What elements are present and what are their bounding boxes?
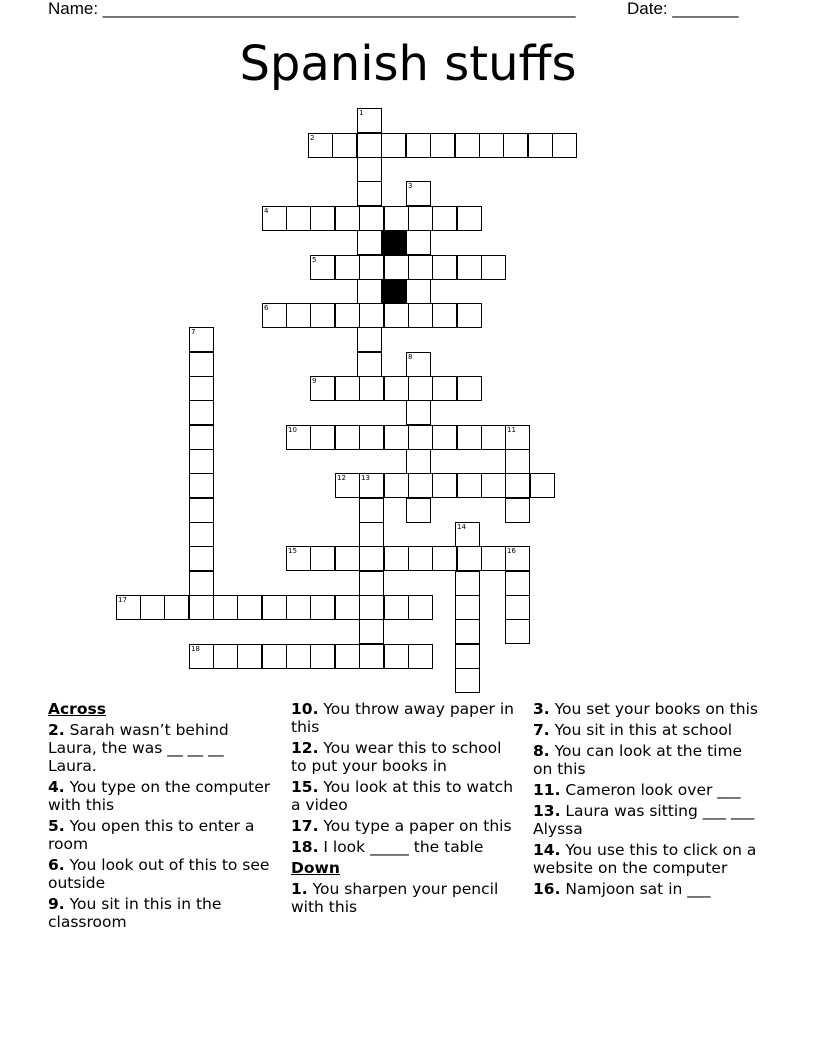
clue-item <box>533 802 761 838</box>
grid-cell[interactable] <box>310 546 335 571</box>
grid-cell[interactable] <box>310 595 335 620</box>
clue-item <box>48 778 273 814</box>
clue-number: 18. <box>291 838 319 856</box>
clue-number: 5 <box>312 256 317 264</box>
grid-cell[interactable] <box>332 133 357 158</box>
clue-text: You look at this to watch a video <box>291 778 514 814</box>
clue-number: 10 <box>288 426 297 434</box>
grid-cell[interactable] <box>384 595 409 620</box>
grid-cell[interactable] <box>310 376 335 401</box>
grid-cell[interactable] <box>406 400 431 425</box>
grid-cell[interactable] <box>308 133 333 158</box>
grid-cell[interactable] <box>335 473 360 498</box>
grid-cell[interactable] <box>359 546 384 571</box>
grid-cell[interactable] <box>408 546 433 571</box>
grid-cell[interactable] <box>406 181 431 206</box>
grid-cell[interactable] <box>189 376 214 401</box>
grid-cell[interactable] <box>357 133 382 158</box>
grid-cell[interactable] <box>359 425 384 450</box>
clue-number: 16 <box>507 547 516 555</box>
grid-cell[interactable] <box>213 644 238 669</box>
grid-cell[interactable] <box>189 522 214 547</box>
grid-cell[interactable] <box>384 644 409 669</box>
grid-cell[interactable] <box>335 546 360 571</box>
grid-cell[interactable] <box>432 303 457 328</box>
grid-cell[interactable] <box>189 571 214 596</box>
grid-cell[interactable] <box>286 595 311 620</box>
clue-number: 17 <box>118 596 127 604</box>
grid-cell[interactable] <box>406 133 431 158</box>
grid-cell[interactable] <box>455 571 480 596</box>
grid-cell[interactable] <box>359 473 384 498</box>
grid-cell[interactable] <box>408 595 433 620</box>
clue-column-3 <box>533 700 761 901</box>
clue-number: 4. <box>48 778 65 796</box>
clue-number: 16. <box>533 880 561 898</box>
grid-cell[interactable] <box>237 595 262 620</box>
grid-cell[interactable] <box>481 473 506 498</box>
clue-number: 8 <box>408 353 413 361</box>
grid-cell[interactable] <box>505 595 530 620</box>
grid-cell[interactable] <box>189 327 214 352</box>
clue-number: 7. <box>533 721 550 739</box>
clue-number: 11. <box>533 781 561 799</box>
grid-cell[interactable] <box>432 255 457 280</box>
clue-number: 3. <box>533 700 550 718</box>
clue-column-1 <box>48 700 273 934</box>
grid-cell[interactable] <box>406 498 431 523</box>
clue-text: Cameron look over ___ <box>560 781 741 799</box>
clue-text: You use this to click on a website on the computer <box>533 841 757 877</box>
grid-cell[interactable] <box>359 571 384 596</box>
grid-cell[interactable] <box>432 376 457 401</box>
clue-item <box>533 841 761 877</box>
clue-text: You can look at the time on this <box>533 742 743 778</box>
clue-number: 12 <box>337 474 346 482</box>
clue-number: 8. <box>533 742 550 760</box>
clue-text: You set your books on this <box>549 700 758 718</box>
grid-cell[interactable] <box>505 619 530 644</box>
clue-item <box>533 880 761 898</box>
grid-cell[interactable] <box>310 255 335 280</box>
clue-item <box>48 721 273 775</box>
grid-cell[interactable] <box>505 473 530 498</box>
grid-cell[interactable] <box>359 303 384 328</box>
date-field-line: Date: _______ <box>627 0 739 18</box>
grid-cell[interactable] <box>335 376 360 401</box>
clue-number: 5. <box>48 817 65 835</box>
grid-cell[interactable] <box>408 376 433 401</box>
grid-cell[interactable] <box>505 498 530 523</box>
clue-text: You sit in this in the classroom <box>48 895 222 931</box>
grid-cell[interactable] <box>357 181 382 206</box>
grid-cell[interactable] <box>213 595 238 620</box>
clue-column-2 <box>291 700 519 919</box>
clue-item <box>291 817 519 835</box>
grid-cell[interactable] <box>384 546 409 571</box>
grid-cell[interactable] <box>432 206 457 231</box>
clue-number: 14. <box>533 841 561 859</box>
grid-cell[interactable] <box>359 376 384 401</box>
grid-cell[interactable] <box>408 255 433 280</box>
grid-cell[interactable] <box>189 546 214 571</box>
grid-cell[interactable] <box>286 644 311 669</box>
clue-text: Laura was sitting ___ ___ Alyssa <box>533 802 755 838</box>
grid-cell[interactable] <box>262 595 287 620</box>
grid-cell[interactable] <box>335 303 360 328</box>
grid-cell[interactable] <box>335 206 360 231</box>
name-field-line: Name: __________________________________________________ <box>48 0 576 18</box>
clue-text: You sit in this at school <box>549 721 733 739</box>
grid-cell[interactable] <box>384 376 409 401</box>
grid-cell[interactable] <box>457 255 482 280</box>
clue-item <box>291 700 519 736</box>
grid-cell[interactable] <box>335 595 360 620</box>
grid-cell[interactable] <box>406 279 431 304</box>
clue-text: You wear this to school to put your books in <box>291 739 502 775</box>
clue-text: You type a paper on this <box>318 817 512 835</box>
grid-cell[interactable] <box>481 255 506 280</box>
clue-number: 17. <box>291 817 319 835</box>
grid-cell[interactable] <box>310 206 335 231</box>
grid-cell[interactable] <box>384 206 409 231</box>
grid-cell[interactable] <box>381 133 406 158</box>
clue-text: You throw away paper in this <box>291 700 514 736</box>
grid-cell[interactable] <box>116 595 141 620</box>
grid-cell[interactable] <box>357 352 382 377</box>
clue-number: 3 <box>408 182 413 190</box>
clue-number: 2. <box>48 721 65 739</box>
grid-cell[interactable] <box>189 449 214 474</box>
grid-cell[interactable] <box>189 644 214 669</box>
grid-cell[interactable] <box>481 546 506 571</box>
clue-number: 1 <box>359 109 364 117</box>
clue-number: 1. <box>291 880 308 898</box>
grid-cell[interactable] <box>505 425 530 450</box>
grid-cell[interactable] <box>140 595 165 620</box>
clue-text: Sarah wasn’t behind Laura, the was __ __ __ Laura. <box>48 721 229 775</box>
grid-cell[interactable] <box>455 619 480 644</box>
grid-cell[interactable] <box>384 303 409 328</box>
grid-cell[interactable] <box>457 376 482 401</box>
grid-cell[interactable] <box>189 352 214 377</box>
grid-cell[interactable] <box>457 546 482 571</box>
clue-number: 9. <box>48 895 65 913</box>
grid-cell[interactable] <box>552 133 577 158</box>
clue-number: 13 <box>361 474 370 482</box>
grid-cell[interactable] <box>359 522 384 547</box>
grid-cell[interactable] <box>408 206 433 231</box>
grid-cell[interactable] <box>286 206 311 231</box>
clue-number: 6. <box>48 856 65 874</box>
grid-cell[interactable] <box>189 400 214 425</box>
grid-cell[interactable] <box>335 644 360 669</box>
clue-number: 6 <box>264 304 269 312</box>
blocked-cell <box>382 279 407 304</box>
grid-cell[interactable] <box>310 644 335 669</box>
grid-cell[interactable] <box>286 303 311 328</box>
grid-cell[interactable] <box>408 425 433 450</box>
grid-cell[interactable] <box>357 157 382 182</box>
grid-cell[interactable] <box>335 255 360 280</box>
grid-cell[interactable] <box>262 303 287 328</box>
grid-cell[interactable] <box>455 133 480 158</box>
clue-number: 2 <box>310 134 315 142</box>
grid-cell[interactable] <box>359 255 384 280</box>
clue-number: 10. <box>291 700 319 718</box>
grid-cell[interactable] <box>406 449 431 474</box>
clue-number: 7 <box>191 328 196 336</box>
clue-text: I look _____ the table <box>318 838 484 856</box>
clue-item <box>533 721 761 739</box>
grid-cell[interactable] <box>384 425 409 450</box>
clue-item <box>533 781 761 799</box>
grid-cell[interactable] <box>359 619 384 644</box>
grid-cell[interactable] <box>357 279 382 304</box>
clue-item <box>291 739 519 775</box>
grid-cell[interactable] <box>503 133 528 158</box>
clue-item <box>48 856 273 892</box>
clue-item <box>48 895 273 931</box>
clue-text: You open this to enter a room <box>48 817 255 853</box>
grid-cell[interactable] <box>262 644 287 669</box>
grid-cell[interactable] <box>408 303 433 328</box>
grid-cell[interactable] <box>457 473 482 498</box>
grid-cell[interactable] <box>189 425 214 450</box>
grid-cell[interactable] <box>408 644 433 669</box>
grid-cell[interactable] <box>406 230 431 255</box>
grid-cell[interactable] <box>286 546 311 571</box>
grid-cell[interactable] <box>189 498 214 523</box>
clue-item <box>533 700 761 718</box>
clue-text: You sharpen your pencil with this <box>291 880 499 916</box>
grid-cell[interactable] <box>457 206 482 231</box>
grid-cell[interactable] <box>237 644 262 669</box>
grid-cell[interactable] <box>262 206 287 231</box>
grid-cell[interactable] <box>310 303 335 328</box>
clue-number: 12. <box>291 739 319 757</box>
clue-number: 18 <box>191 645 200 653</box>
grid-cell[interactable] <box>359 595 384 620</box>
clue-number: 15 <box>288 547 297 555</box>
grid-cell[interactable] <box>359 644 384 669</box>
clue-item <box>291 778 519 814</box>
grid-cell[interactable] <box>528 133 553 158</box>
grid-cell[interactable] <box>406 352 431 377</box>
clue-text: You type on the computer with this <box>48 778 271 814</box>
clue-number: 4 <box>264 207 269 215</box>
clue-item <box>48 817 273 853</box>
grid-cell[interactable] <box>357 327 382 352</box>
grid-cell[interactable] <box>357 108 382 133</box>
down-heading: Down <box>291 859 340 877</box>
clue-number: 11 <box>507 426 516 434</box>
blocked-cell <box>382 230 407 255</box>
grid-cell[interactable] <box>432 546 457 571</box>
grid-cell[interactable] <box>505 546 530 571</box>
grid-cell[interactable] <box>455 644 480 669</box>
grid-cell[interactable] <box>455 595 480 620</box>
grid-cell[interactable] <box>357 230 382 255</box>
clue-number: 13. <box>533 802 561 820</box>
grid-cell[interactable] <box>505 449 530 474</box>
grid-cell[interactable] <box>430 133 455 158</box>
grid-cell[interactable] <box>359 206 384 231</box>
grid-cell[interactable] <box>164 595 189 620</box>
grid-cell[interactable] <box>457 425 482 450</box>
clue-item <box>533 742 761 778</box>
grid-cell[interactable] <box>432 425 457 450</box>
grid-cell[interactable] <box>384 473 409 498</box>
grid-cell[interactable] <box>189 595 214 620</box>
grid-cell[interactable] <box>310 425 335 450</box>
grid-cell[interactable] <box>432 473 457 498</box>
grid-cell[interactable] <box>408 473 433 498</box>
grid-cell[interactable] <box>457 303 482 328</box>
clue-number: 14 <box>457 523 466 531</box>
clue-item <box>291 880 519 916</box>
across-heading: Across <box>48 700 106 718</box>
grid-cell[interactable] <box>286 425 311 450</box>
grid-cell[interactable] <box>455 522 480 547</box>
grid-cell[interactable] <box>455 668 480 693</box>
grid-cell[interactable] <box>189 473 214 498</box>
grid-cell[interactable] <box>335 425 360 450</box>
grid-cell[interactable] <box>384 255 409 280</box>
clue-text: Namjoon sat in ___ <box>560 880 711 898</box>
page-title: Spanish stuffs <box>239 36 577 92</box>
grid-cell[interactable] <box>481 425 506 450</box>
clue-item <box>291 838 519 856</box>
grid-cell[interactable] <box>530 473 555 498</box>
clue-number: 9 <box>312 377 317 385</box>
grid-cell[interactable] <box>505 571 530 596</box>
grid-cell[interactable] <box>479 133 504 158</box>
clue-text: You look out of this to see outside <box>48 856 270 892</box>
grid-cell[interactable] <box>359 498 384 523</box>
clue-number: 15. <box>291 778 319 796</box>
